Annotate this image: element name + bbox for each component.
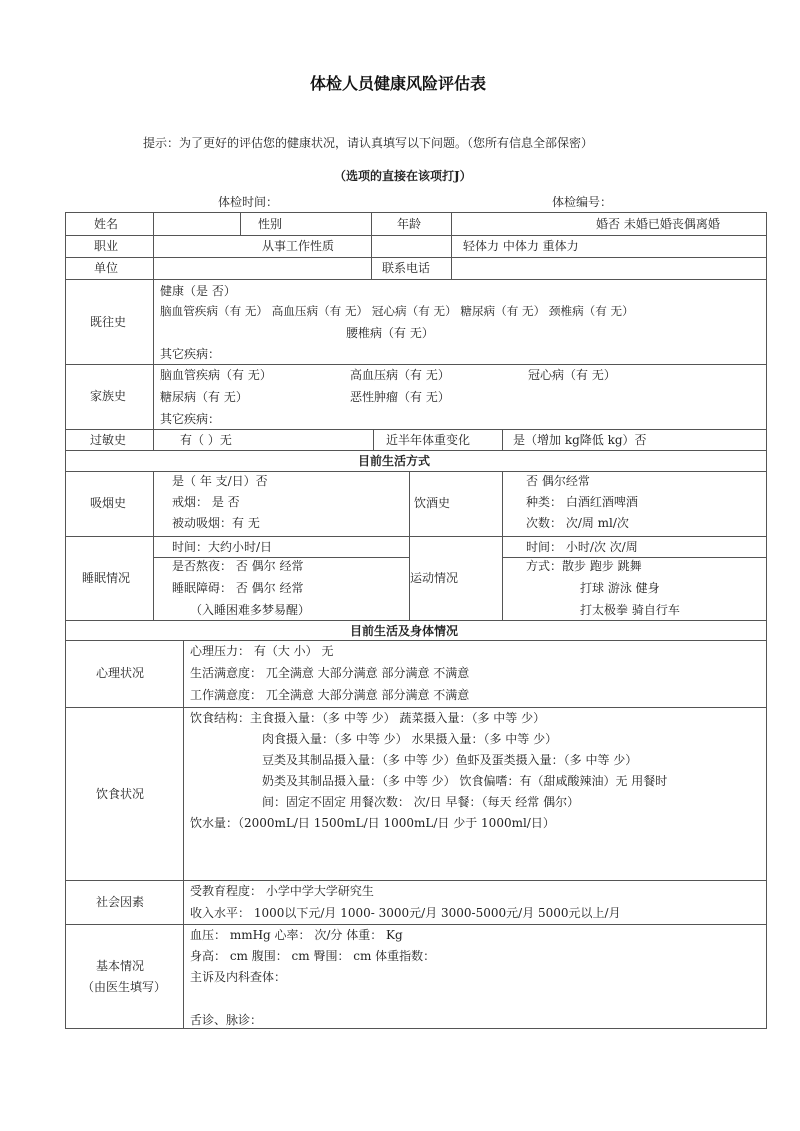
income-line: 收入水平： 1000以下元/月 1000- 3000元/月 3000-5000元/月 5000元以上/月 xyxy=(190,906,621,920)
diet-structure-line2: 肉食摄入量：（多 中等 少） 水果摄入量：（多 中等 少） xyxy=(262,732,558,746)
name-label: 姓名 xyxy=(94,217,119,231)
family-heart: 冠心病（有 无） xyxy=(528,368,616,382)
family-hypertension: 高血压病（有 无） xyxy=(350,368,450,382)
weight-change-label: 近半年体重变化 xyxy=(386,433,471,447)
sleep-disorder-types: （入睡困难多梦易醒） xyxy=(190,603,311,617)
education-line: 受教育程度： 小学中学大学研究生 xyxy=(190,884,374,898)
past-lumbar-line: 腰椎病（有 无） xyxy=(346,326,434,340)
sleep-time-line: 时间：大约小时/日 xyxy=(172,540,273,554)
family-diabetes: 糖尿病（有 无） xyxy=(160,390,248,404)
social-label: 社会因素 xyxy=(96,895,145,909)
page-title: 体检人员健康风险评估表 xyxy=(310,74,487,93)
smoking-passive-line: 被动吸烟：有 无 xyxy=(172,516,260,530)
drinking-frequency-line: 次数： 次/周 ml/次 xyxy=(526,516,629,530)
gender-label: 性别 xyxy=(258,217,283,231)
family-history-label: 家族史 xyxy=(90,389,127,403)
diet-structure-line1: 饮食结构：主食摄入量：（多 中等 少） 蔬菜摄入量：（多 中等 少） xyxy=(190,711,546,725)
vitals-line1: 血压： mmHg 心率： 次/分 体重： Kg xyxy=(190,928,403,942)
past-disease-line: 脑血管疾病（有 无） 高血压病（有 无） 冠心病（有 无） 糖尿病（有 无） 颈椎病（有 无） xyxy=(160,304,634,318)
water-intake-line: 饮水量：（2000mL/日 1500mL/日 1000mL/日 少于 1000ml/日） xyxy=(190,816,555,830)
instruction-text: （选项的直接在该项打J） xyxy=(334,169,472,183)
diet-structure-line3: 豆类及其制品摄入量：（多 中等 少）鱼虾及蛋类摄入量：（多 中等 少） xyxy=(262,753,638,767)
section-body-title: 目前生活及身体情况 xyxy=(350,624,459,638)
diet-meal-line: 间：固定不固定 用餐次数： 次/日 早餐：（每天 经常 偶尔） xyxy=(262,795,580,809)
drinking-type-line: 种类： 白酒红酒啤酒 xyxy=(526,495,638,509)
basic-condition-label: 基本情况 xyxy=(96,959,145,973)
past-health-line: 健康（是 否） xyxy=(160,284,236,298)
tongue-pulse-line: 舌诊、脉诊： xyxy=(190,1013,263,1027)
age-label: 年龄 xyxy=(397,217,422,231)
diet-label: 饮食状况 xyxy=(96,787,145,801)
work-nature-label: 从事工作性质 xyxy=(262,239,335,253)
smoking-label: 吸烟史 xyxy=(90,496,127,510)
family-cerebrovascular: 脑血管疾病（有 无） xyxy=(160,368,272,382)
vitals-line2: 身高： cm 腹围： cm 臀围： cm 体重指数： xyxy=(190,949,436,963)
exam-number-label: 体检编号： xyxy=(552,195,613,209)
work-intensity-options: 轻体力 中体力 重体力 xyxy=(463,239,579,253)
life-satisfaction-line: 生活满意度： 兀全满意 大部分满意 部分满意 不满意 xyxy=(190,666,470,680)
smoking-line1: 是（ 年 支/日）否 xyxy=(172,474,268,488)
sleep-late-line: 是否熬夜： 否 偶尔 经常 xyxy=(172,559,304,573)
allergy-label: 过敏史 xyxy=(90,433,127,447)
diet-structure-line4: 奶类及其制品摄入量：（多 中等 少） 饮食偏嗜：有（甜咸酸辣油）无 用餐时 xyxy=(262,774,668,788)
allergy-options: 有（ ）无 xyxy=(180,433,232,447)
exercise-type-line2: 打球 游泳 健身 xyxy=(580,581,660,595)
mental-label: 心理状况 xyxy=(96,666,145,680)
sleep-label: 睡眠情况 xyxy=(82,571,131,585)
unit-label: 单位 xyxy=(94,261,119,275)
family-tumor: 恶性肿瘤（有 无） xyxy=(350,390,450,404)
exercise-time-line: 时间： 小时/次 次/周 xyxy=(526,540,638,554)
drinking-label: 饮酒史 xyxy=(414,496,451,510)
section-lifestyle-title: 目前生活方式 xyxy=(358,454,431,468)
hint-text: 提示：为了更好的评估您的健康状况，请认真填写以下问题。（您所有信息全部保密） xyxy=(143,136,594,150)
basic-condition-sublabel: （由医生填写） xyxy=(82,980,167,994)
work-satisfaction-line: 工作满意度： 兀全满意 大部分满意 部分满意 不满意 xyxy=(190,688,470,702)
family-other: 其它疾病： xyxy=(160,412,221,426)
exercise-type-line3: 打太极拳 骑自行车 xyxy=(580,603,680,617)
smoking-quit-line: 戒烟： 是 否 xyxy=(172,495,240,509)
past-history-label: 既往史 xyxy=(90,315,127,329)
marital-options: 婚否 未婚已婚丧偶离婚 xyxy=(596,217,720,231)
phone-label: 联系电话 xyxy=(382,261,431,275)
mental-pressure-line: 心理压力： 有（大 小） 无 xyxy=(190,644,334,658)
exercise-label: 运动情况 xyxy=(410,571,459,585)
exercise-type-line1: 方式：散步 跑步 跳舞 xyxy=(526,559,642,573)
complaint-line: 主诉及内科查体： xyxy=(190,970,287,984)
exam-time-label: 体检时间： xyxy=(218,195,279,209)
job-label: 职业 xyxy=(94,239,119,253)
sleep-disorder-line: 睡眠障碍： 否 偶尔 经常 xyxy=(172,581,304,595)
past-other-line: 其它疾病： xyxy=(160,347,221,361)
weight-change-options: 是（增加 kg降低 kg）否 xyxy=(513,433,647,447)
drinking-line1: 否 偶尔经常 xyxy=(526,474,590,488)
